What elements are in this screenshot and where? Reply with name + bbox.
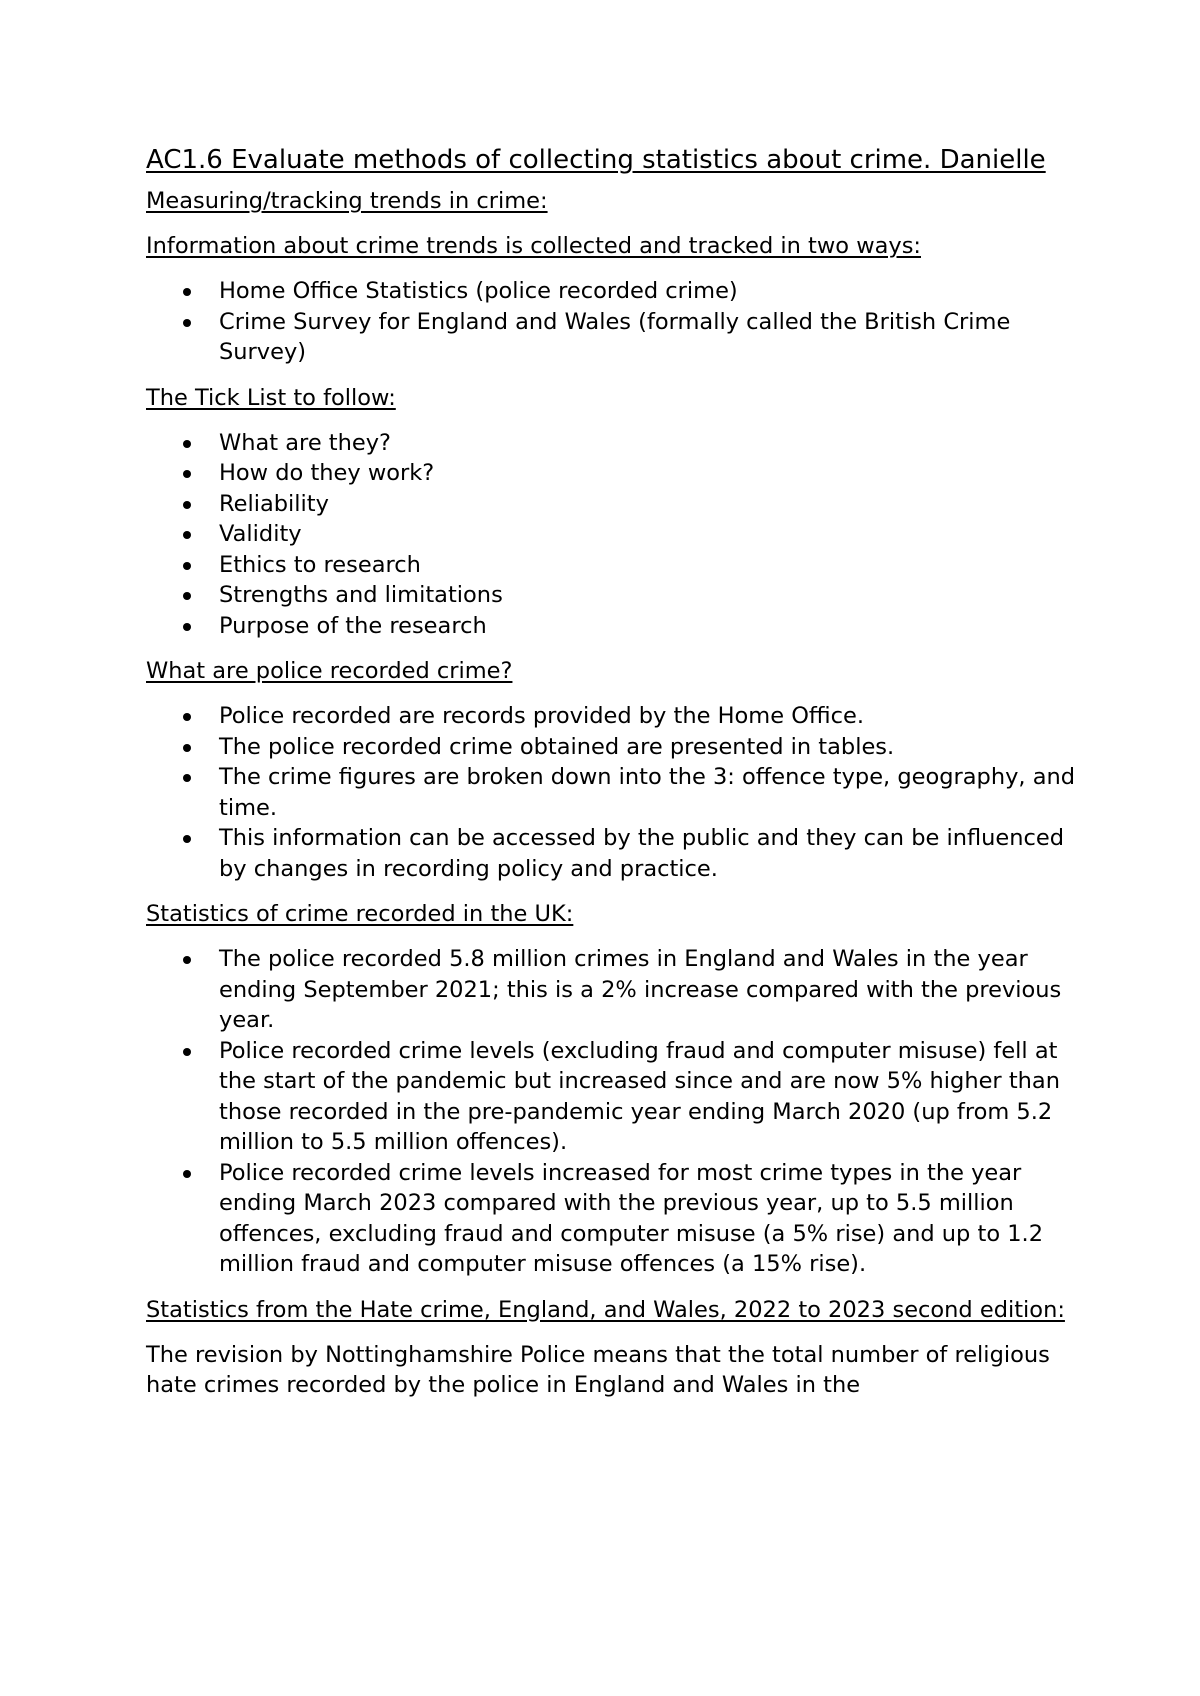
bullet-icon	[183, 319, 191, 327]
bullet-icon	[183, 592, 191, 600]
list-item: How do they work?	[146, 458, 1076, 489]
list-item: Police recorded are records provided by the Home Office.	[146, 701, 1076, 732]
paragraph-hate-crime: The revision by Nottinghamshire Police means that the total number of religious hate crimes recorded by the police in England and Wales in the	[146, 1341, 1050, 1398]
bullet-icon	[183, 835, 191, 843]
list-statistics-uk	[146, 944, 1076, 1280]
document-page	[146, 142, 1076, 1401]
list-item: Police recorded crime levels increased for most crime types in the year ending March 2023 compared with the previous year, up to 5.5 million offences, excluding fraud and computer misuse (a 5% rise) and up to 1.2 million fraud and computer misuse offences (a 15% rise).	[146, 1158, 1076, 1280]
bullet-icon	[183, 501, 191, 509]
bullet-icon	[183, 1048, 191, 1056]
list-item: Police recorded crime levels (excluding fraud and computer misuse) fell at the start of the pandemic but increased since and are now 5% higher than those recorded in the pre-pandemic year ending March 2020 (up from 5.2 million to 5.5 million offences).	[146, 1036, 1076, 1158]
heading-statistics-uk: Statistics of crime recorded in the UK:	[146, 901, 574, 927]
list-item: Crime Survey for England and Wales (formally called the British Crime Survey)	[146, 307, 1076, 368]
bullet-icon	[183, 956, 191, 964]
list-item: The police recorded 5.8 million crimes in England and Wales in the year ending September 2021; this is a 2% increase compared with the previous year.	[146, 944, 1076, 1036]
heading-police-recorded: What are police recorded crime?	[146, 658, 513, 684]
list-item: What are they?	[146, 428, 1076, 459]
bullet-icon	[183, 1170, 191, 1178]
list-item: Ethics to research	[146, 550, 1076, 581]
heading-information: Information about crime trends is collected and tracked in two ways:	[146, 233, 921, 259]
list-item: Home Office Statistics (police recorded crime)	[146, 276, 1076, 307]
bullet-icon	[183, 470, 191, 478]
bullet-icon	[183, 744, 191, 752]
bullet-icon	[183, 774, 191, 782]
heading-hate-crime: Statistics from the Hate crime, England, and Wales, 2022 to 2023 second edition:	[146, 1296, 1065, 1323]
list-item: This information can be accessed by the public and they can be influenced by changes in recording policy and practice.	[146, 823, 1076, 884]
bullet-icon	[183, 623, 191, 631]
bullet-icon	[183, 562, 191, 570]
list-item: Reliability	[146, 489, 1076, 520]
heading-measuring: Measuring/tracking trends in crime:	[146, 188, 548, 214]
bullet-icon	[183, 288, 191, 296]
list-item: Validity	[146, 519, 1076, 550]
list-item: Purpose of the research	[146, 611, 1076, 642]
list-item: The crime figures are broken down into the 3: offence type, geography, and time.	[146, 762, 1076, 823]
list-police-recorded	[146, 701, 1076, 884]
list-tick-list	[146, 428, 1076, 642]
bullet-icon	[183, 440, 191, 448]
list-item: The police recorded crime obtained are presented in tables.	[146, 732, 1076, 763]
list-information	[146, 276, 1076, 368]
bullet-icon	[183, 531, 191, 539]
bullet-icon	[183, 713, 191, 721]
heading-tick-list: The Tick List to follow:	[146, 384, 396, 411]
list-item: Strengths and limitations	[146, 580, 1076, 611]
document-title: AC1.6 Evaluate methods of collecting statistics about crime. Danielle	[146, 145, 1046, 175]
